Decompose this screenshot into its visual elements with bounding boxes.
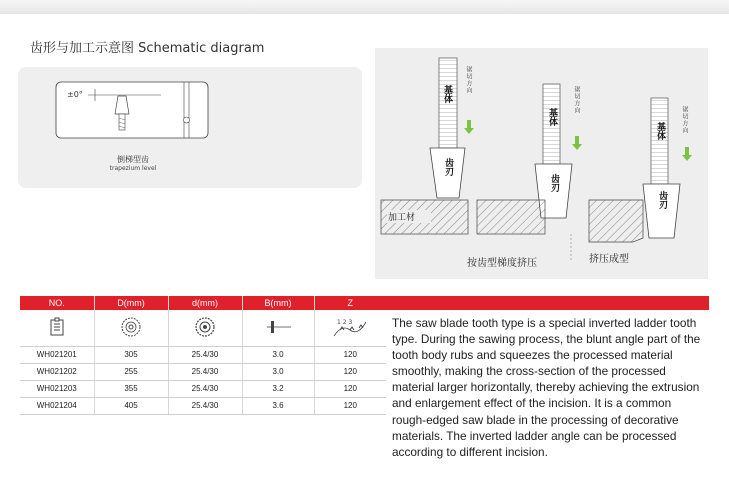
top-bar (0, 0, 729, 14)
cell-teeth: 120 (314, 397, 386, 414)
cell-thickness: 3.2 (242, 380, 314, 397)
saw-blade-icon (94, 310, 168, 346)
base-label-2: 基体 (547, 108, 557, 126)
col-outer-diameter: D(mm) (94, 296, 168, 310)
gear-blade-icon (168, 310, 242, 346)
tooth-type-title: 倒梯型齿 (117, 155, 149, 164)
tooth-profile-panel (18, 67, 362, 188)
direction-label-2: 锯切方向 (573, 86, 580, 114)
blade-label-1: 齿刃 (443, 158, 453, 176)
cell-thickness: 3.0 (242, 346, 314, 363)
cell-no: WH021201 (20, 346, 94, 363)
thickness-icon (242, 310, 314, 346)
cell-outer-diameter: 355 (94, 380, 168, 397)
page-title: 齿形与加工示意图 Schematic diagram (30, 41, 265, 56)
col-thickness: B(mm) (242, 296, 314, 310)
cell-bore: 25.4/30 (168, 346, 242, 363)
cell-bore: 25.4/30 (168, 380, 242, 397)
table-row (20, 380, 386, 397)
table-row (20, 397, 386, 414)
cell-thickness: 3.6 (242, 397, 314, 414)
tooth-count-icon (314, 310, 386, 346)
cell-no: WH021204 (20, 397, 94, 414)
cell-teeth: 120 (314, 380, 386, 397)
angle-label: ±0° (67, 90, 83, 99)
cell-thickness: 3.0 (242, 363, 314, 380)
table-row (20, 346, 386, 363)
specs-table (20, 296, 386, 415)
cell-bore: 25.4/30 (168, 397, 242, 414)
cell-outer-diameter: 405 (94, 397, 168, 414)
base-label-1: 基体 (442, 85, 452, 103)
svg-text:1 2 3: 1 2 3 (337, 318, 353, 326)
product-description: The saw blade tooth type is a special inverted ladder tooth type. During the sawing process, the blunt angle part of the tooth body rubs and squeezes the processed material smoothly, making the cross-section of the processed material larger horizontally, thereby achieving the extrusion and enlargement effect of the incision. It is a common rough-edged saw blade in the processing of decorative materials. The inverted ladder angle can be processed according to different incision. (392, 316, 701, 459)
document-icon (20, 310, 94, 346)
base-label-3: 基体 (655, 122, 665, 140)
caption-extrude: 按齿型梯度挤压 (467, 258, 537, 269)
col-teeth: Z (314, 296, 386, 310)
cell-teeth: 120 (314, 346, 386, 363)
table-header-row (20, 296, 386, 310)
tooth-type-subtitle: trapezium level (109, 165, 157, 172)
direction-label-3: 锯切方向 (681, 106, 688, 134)
direction-label-1: 锯切方向 (465, 66, 472, 94)
workpiece-label: 加工材 (388, 213, 416, 223)
process-drawing (375, 48, 708, 279)
blade-label-3: 齿刃 (657, 191, 667, 209)
col-no: NO. (20, 296, 94, 310)
table-icon-row (20, 310, 386, 346)
cell-outer-diameter: 255 (94, 363, 168, 380)
cell-teeth: 120 (314, 363, 386, 380)
cell-bore: 25.4/30 (168, 363, 242, 380)
blade-label-2: 齿刃 (549, 174, 559, 192)
caption-formed: 挤压成型 (589, 254, 629, 265)
cell-no: WH021203 (20, 380, 94, 397)
process-diagram-panel (375, 48, 708, 279)
table-row (20, 363, 386, 380)
cell-no: WH021202 (20, 363, 94, 380)
header-strip (386, 296, 709, 310)
col-bore: d(mm) (168, 296, 242, 310)
cell-outer-diameter: 305 (94, 346, 168, 363)
